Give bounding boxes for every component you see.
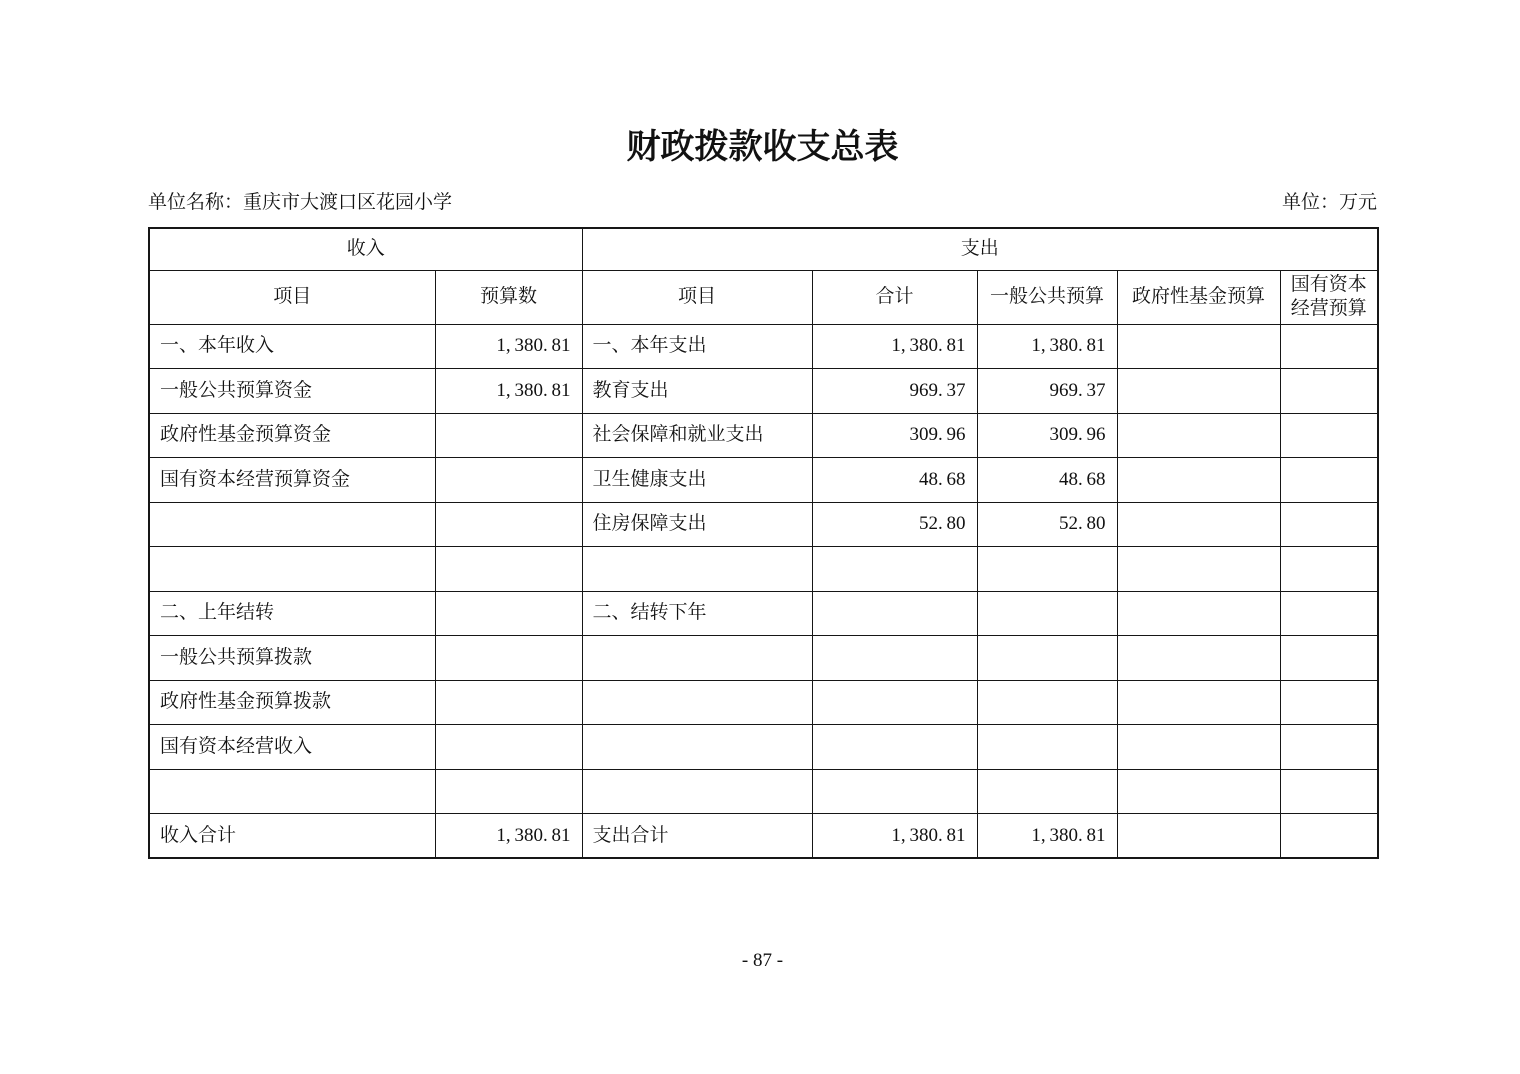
table-cell <box>1280 369 1378 414</box>
table-cell: 国有资本经营收入 <box>149 725 435 770</box>
group-header-row <box>149 228 1378 270</box>
page-number: - 87 - <box>741 950 784 971</box>
table-cell <box>812 769 977 814</box>
table-cell <box>812 725 977 770</box>
table-cell <box>812 680 977 725</box>
table-row <box>149 725 1378 770</box>
table-cell <box>977 591 1117 636</box>
meta-row <box>148 192 1377 215</box>
table-cell: 1, 380. 81 <box>812 814 977 859</box>
table-cell <box>435 458 582 503</box>
table-cell: 一、本年支出 <box>582 324 812 369</box>
table-cell: 一般公共预算拨款 <box>149 636 435 681</box>
table-cell: 二、结转下年 <box>582 591 812 636</box>
table-row <box>149 591 1378 636</box>
table-cell: 1, 380. 81 <box>812 324 977 369</box>
table-cell <box>812 591 977 636</box>
table-cell: 52. 80 <box>812 502 977 547</box>
table-row <box>149 769 1378 814</box>
table-row <box>149 502 1378 547</box>
table-cell <box>1280 769 1378 814</box>
table-cell <box>1117 591 1280 636</box>
table-cell: 309. 96 <box>977 413 1117 458</box>
table-cell <box>1280 502 1378 547</box>
table-cell <box>812 547 977 592</box>
table-cell: 52. 80 <box>977 502 1117 547</box>
table-cell <box>582 547 812 592</box>
table-cell <box>149 502 435 547</box>
table-cell <box>149 769 435 814</box>
table-cell <box>582 636 812 681</box>
table-cell <box>1117 769 1280 814</box>
table-cell: 一、本年收入 <box>149 324 435 369</box>
table-cell: 1, 380. 81 <box>977 324 1117 369</box>
table-cell <box>1117 502 1280 547</box>
table-cell: 969. 37 <box>812 369 977 414</box>
table-cell: 二、上年结转 <box>149 591 435 636</box>
table-cell <box>1117 413 1280 458</box>
table-cell <box>1280 591 1378 636</box>
table-cell <box>1280 814 1378 859</box>
table-cell: 一般公共预算资金 <box>149 369 435 414</box>
table-cell: 社会保障和就业支出 <box>582 413 812 458</box>
unit-of-measure-text: 单位：万元 <box>1281 192 1377 213</box>
table-cell: 969. 37 <box>977 369 1117 414</box>
table-row <box>149 636 1378 681</box>
table-cell <box>1280 458 1378 503</box>
column-header-general-public-budget: 一般公共预算 <box>977 270 1117 324</box>
table-cell <box>582 725 812 770</box>
table-cell: 1, 380. 81 <box>435 369 582 414</box>
table-cell <box>435 502 582 547</box>
column-header-income-item: 项目 <box>149 270 435 324</box>
table-row <box>149 458 1378 503</box>
table-cell <box>977 769 1117 814</box>
group-header-income: 收入 <box>149 228 582 270</box>
table-cell <box>435 725 582 770</box>
table-cell <box>1117 324 1280 369</box>
table-row <box>149 547 1378 592</box>
table-cell <box>582 769 812 814</box>
table-cell: 住房保障支出 <box>582 502 812 547</box>
table-cell: 1, 380. 81 <box>435 324 582 369</box>
table-cell <box>1280 324 1378 369</box>
column-header-govt-fund-budget: 政府性基金预算 <box>1117 270 1280 324</box>
table-cell: 政府性基金预算拨款 <box>149 680 435 725</box>
table-cell <box>1117 636 1280 681</box>
table-cell <box>149 547 435 592</box>
table-cell: 政府性基金预算资金 <box>149 413 435 458</box>
unit-name-text: 单位名称：重庆市大渡口区花园小学 <box>148 192 453 213</box>
table-cell <box>1280 547 1378 592</box>
table-row <box>149 680 1378 725</box>
table-cell: 收入合计 <box>149 814 435 859</box>
table-cell <box>977 680 1117 725</box>
table-cell <box>1117 725 1280 770</box>
table-cell <box>1117 458 1280 503</box>
table-cell <box>435 636 582 681</box>
table-cell: 48. 68 <box>812 458 977 503</box>
table-cell <box>1117 369 1280 414</box>
table-cell <box>435 413 582 458</box>
table-cell: 教育支出 <box>582 369 812 414</box>
table-row <box>149 413 1378 458</box>
table-cell: 国有资本经营预算资金 <box>149 458 435 503</box>
table-cell: 48. 68 <box>977 458 1117 503</box>
column-header-budget-amount: 预算数 <box>435 270 582 324</box>
table-cell: 309. 96 <box>812 413 977 458</box>
table-cell <box>435 680 582 725</box>
page-title: 财政拨款收支总表 <box>626 129 899 166</box>
table-cell <box>582 680 812 725</box>
table-cell <box>435 547 582 592</box>
table-cell <box>1117 680 1280 725</box>
table-cell <box>1280 680 1378 725</box>
table-cell <box>977 725 1117 770</box>
table-cell <box>1117 814 1280 859</box>
table-cell <box>435 591 582 636</box>
table-cell: 支出合计 <box>582 814 812 859</box>
budget-summary-table <box>148 227 1379 859</box>
table-cell <box>977 636 1117 681</box>
table-cell: 1, 380. 81 <box>435 814 582 859</box>
table-row <box>149 369 1378 414</box>
column-header-expense-item: 项目 <box>582 270 812 324</box>
table-row <box>149 814 1378 859</box>
table-cell <box>1280 413 1378 458</box>
group-header-expense: 支出 <box>582 228 1378 270</box>
table-cell: 1, 380. 81 <box>977 814 1117 859</box>
table-cell <box>1280 636 1378 681</box>
column-header-state-capital-budget: 国有资本经营预算 <box>1280 270 1378 324</box>
table-row <box>149 324 1378 369</box>
table-cell <box>977 547 1117 592</box>
table-cell <box>1280 725 1378 770</box>
table-cell: 卫生健康支出 <box>582 458 812 503</box>
column-header-row <box>149 270 1378 324</box>
table-cell <box>435 769 582 814</box>
table-cell <box>1117 547 1280 592</box>
column-header-total: 合计 <box>812 270 977 324</box>
table-cell <box>812 636 977 681</box>
